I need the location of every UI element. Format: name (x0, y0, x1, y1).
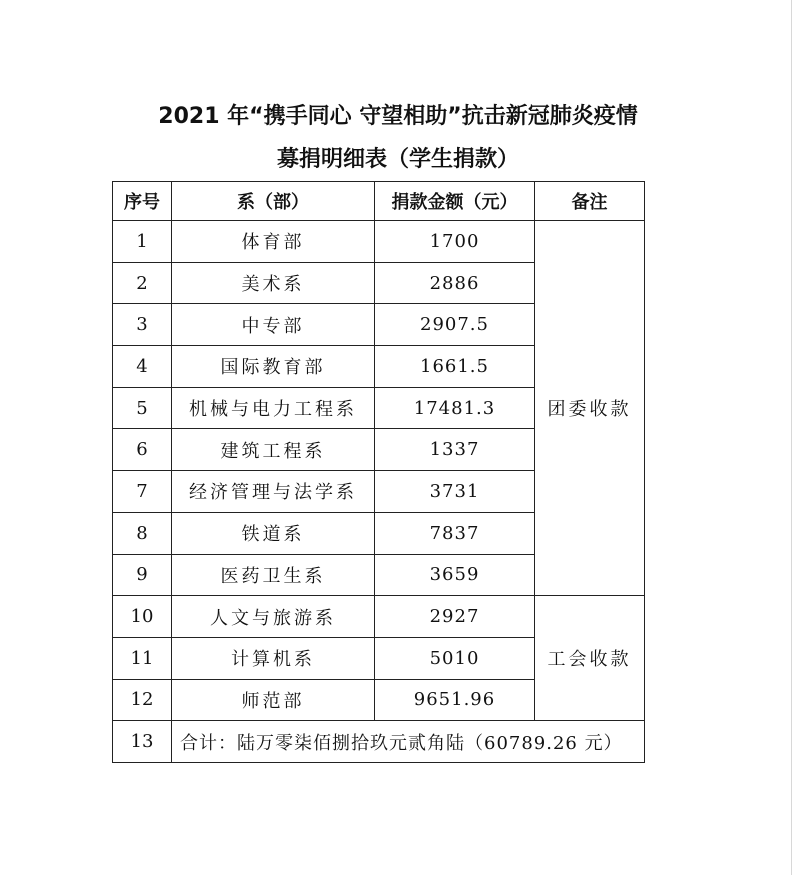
page-title-line1: 2021 年“携手同心 守望相助”抗击新冠肺炎疫情 (158, 104, 638, 129)
cell-dept: 中专部 (172, 304, 375, 346)
cell-amount: 9651.96 (375, 679, 535, 721)
cell-dept: 建筑工程系 (172, 429, 375, 471)
total-row (113, 721, 645, 763)
cell-dept: 师范部 (172, 679, 375, 721)
cell-no: 5 (113, 387, 172, 429)
page-edge-line (791, 0, 792, 875)
cell-amount: 1337 (375, 429, 535, 471)
cell-no: 4 (113, 346, 172, 388)
cell-dept: 美术系 (172, 262, 375, 304)
cell-amount: 2886 (375, 262, 535, 304)
header-dept: 系（部） (172, 182, 375, 221)
cell-no: 2 (113, 262, 172, 304)
donation-table (112, 181, 645, 763)
cell-remark-youth-league: 团委收款 (535, 221, 645, 596)
table-header-row (113, 182, 645, 221)
header-amount: 捐款金额（元） (375, 182, 535, 221)
cell-dept: 计算机系 (172, 637, 375, 679)
cell-no: 7 (113, 471, 172, 513)
table-row (113, 221, 645, 263)
cell-no: 12 (113, 679, 172, 721)
cell-no: 10 (113, 596, 172, 638)
cell-amount: 7837 (375, 512, 535, 554)
cell-dept: 经济管理与法学系 (172, 471, 375, 513)
cell-no: 6 (113, 429, 172, 471)
cell-no: 8 (113, 512, 172, 554)
table-row (113, 596, 645, 638)
cell-dept: 铁道系 (172, 512, 375, 554)
cell-amount: 2907.5 (375, 304, 535, 346)
cell-dept: 人文与旅游系 (172, 596, 375, 638)
cell-no: 13 (113, 721, 172, 763)
cell-amount: 5010 (375, 637, 535, 679)
cell-amount: 2927 (375, 596, 535, 638)
cell-remark-union: 工会收款 (535, 596, 645, 721)
cell-no: 11 (113, 637, 172, 679)
cell-amount: 3731 (375, 471, 535, 513)
cell-amount: 17481.3 (375, 387, 535, 429)
cell-dept: 国际教育部 (172, 346, 375, 388)
cell-amount: 1700 (375, 221, 535, 263)
header-remark: 备注 (535, 182, 645, 221)
cell-dept: 医药卫生系 (172, 554, 375, 596)
cell-dept: 体育部 (172, 221, 375, 263)
total-text: 合计：陆万零柒佰捌拾玖元贰角陆（60789.26 元） (172, 721, 645, 763)
cell-no: 9 (113, 554, 172, 596)
cell-no: 1 (113, 221, 172, 263)
page-title-line2: 募捐明细表（学生捐款） (276, 147, 519, 172)
cell-amount: 3659 (375, 554, 535, 596)
cell-no: 3 (113, 304, 172, 346)
header-no: 序号 (113, 182, 172, 221)
cell-dept: 机械与电力工程系 (172, 387, 375, 429)
cell-amount: 1661.5 (375, 346, 535, 388)
